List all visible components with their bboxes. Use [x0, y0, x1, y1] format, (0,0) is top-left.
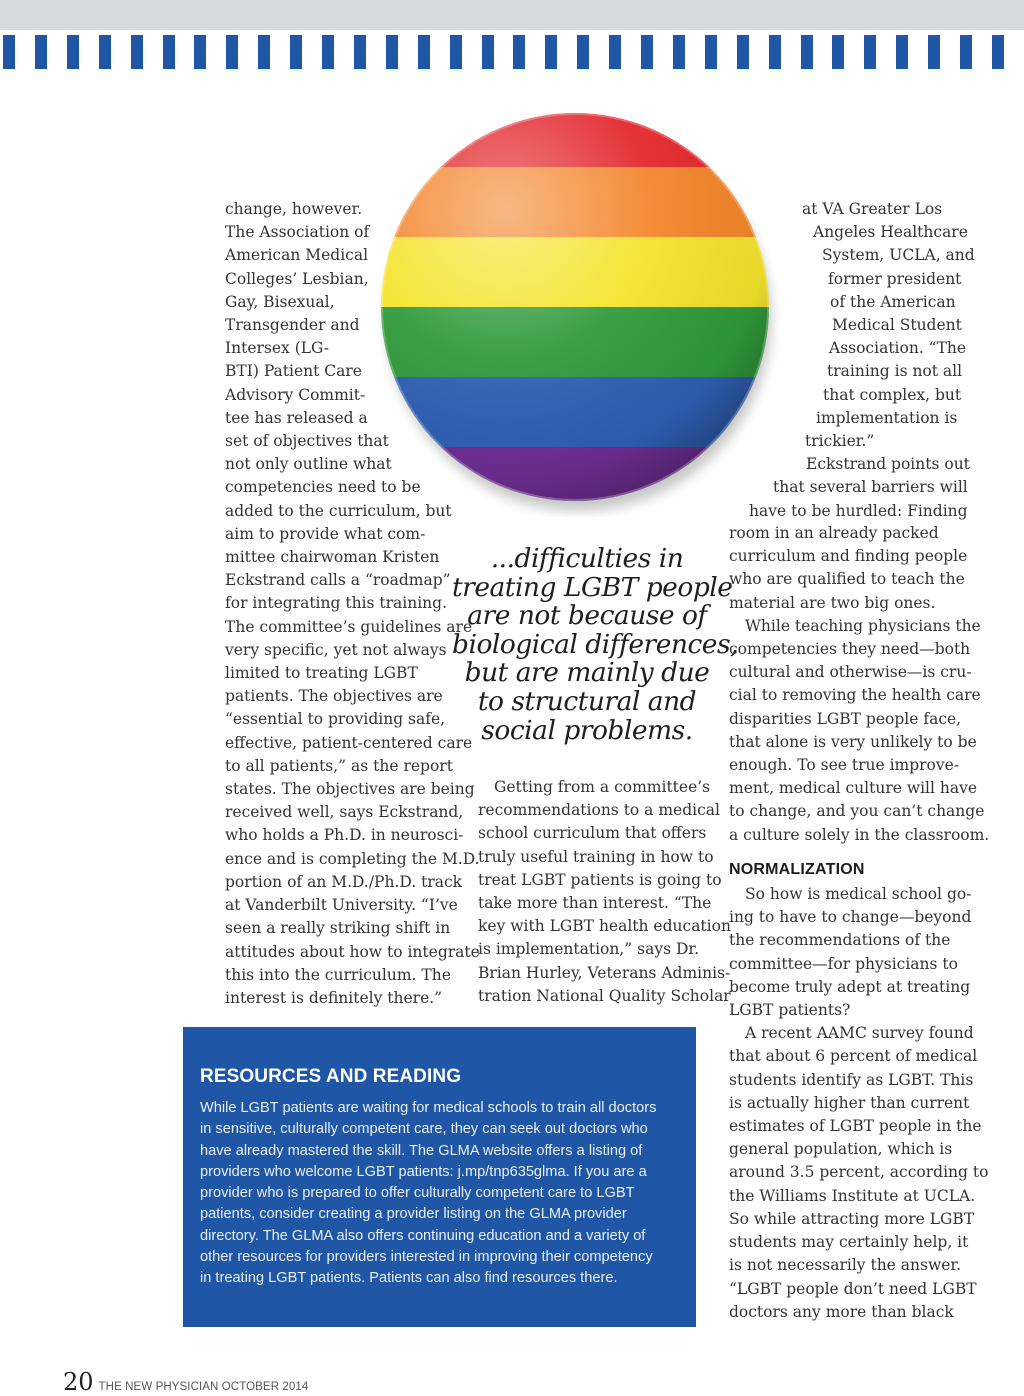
text-line: seen a really striking shift in: [225, 919, 451, 938]
text-line: limited to treating LGBT: [225, 664, 418, 683]
header-dash: [513, 35, 525, 69]
text-line: While LGBT patients are waiting for medical schools to train all doctors: [200, 1100, 657, 1116]
text-line: not only outline what: [225, 455, 392, 474]
text-line: for integrating this training.: [225, 594, 447, 613]
text-line: general population, which is: [729, 1140, 953, 1159]
section-heading: NORMALIZATION: [729, 860, 865, 878]
text-line: other resources for providers interested in improving their competency: [200, 1249, 653, 1266]
text-line: enough. To see true improve-: [729, 756, 960, 775]
header-dash: [545, 35, 557, 69]
text-line: A recent AAMC survey found: [745, 1024, 974, 1043]
header-dash: [673, 35, 685, 69]
text-line: Transgender and: [225, 316, 360, 335]
text-line: So while attracting more LGBT: [729, 1209, 975, 1228]
article-column-right: [729, 522, 990, 1324]
header-dash: [769, 35, 781, 69]
text-line: are not because of: [467, 600, 707, 632]
resources-sidebar: [183, 1027, 696, 1327]
text-line: disparities LGBT people face,: [729, 709, 962, 728]
text-line: at VA Greater Los: [802, 200, 943, 218]
text-line: to structural and: [477, 685, 697, 717]
text-line: Angeles Healthcare: [813, 223, 968, 242]
header-dash: [641, 35, 653, 69]
text-line: interest is definitely there.”: [225, 988, 443, 1007]
article-column-middle: [478, 776, 731, 1008]
text-line: to change, and you can’t change: [729, 802, 985, 821]
text-line: ...difficulties in: [490, 543, 684, 574]
text-line: LGBT patients?: [729, 1001, 851, 1020]
text-line: ment, medical culture will have: [729, 779, 978, 798]
header-dash: [992, 35, 1004, 69]
text-line: attitudes about how to integrate: [225, 942, 480, 961]
text-line: System, UCLA, and: [822, 246, 975, 265]
text-line: ing to have to change—beyond: [729, 908, 972, 927]
text-line: committee—for physicians to: [729, 954, 958, 973]
text-line: the recommendations of the: [729, 931, 951, 950]
text-line: social problems.: [481, 714, 693, 746]
text-line: that complex, but: [823, 385, 962, 404]
header-dash: [577, 35, 589, 69]
text-line: patients, consider creating a provider listing on the GLMA provider: [200, 1206, 627, 1223]
header-dash: [3, 35, 15, 69]
text-line: directory. The GLMA also offers continuing education and a variety of: [200, 1227, 646, 1244]
text-line: is actually higher than current: [729, 1093, 970, 1112]
text-line: the Williams Institute at UCLA.: [729, 1186, 976, 1205]
publication-line: THE NEW PHYSICIAN OCTOBER 2014: [98, 1381, 309, 1393]
text-line: treat LGBT patients is going to: [478, 870, 722, 889]
text-line: that several barriers will: [773, 478, 968, 497]
text-line: very specific, yet not always: [225, 640, 447, 659]
text-line: The committee’s guidelines are: [225, 617, 473, 636]
text-line: provider who is prepared to offer culturally competent care to LGBT: [200, 1185, 635, 1202]
text-line: implementation is: [816, 408, 958, 427]
header-dash-strip: [0, 35, 1024, 69]
header-band: [0, 0, 1024, 30]
text-line: Medical Student: [832, 316, 962, 335]
text-line: “essential to providing safe,: [225, 710, 446, 729]
text-line: effective, patient-centered care: [225, 733, 473, 752]
header-dash: [35, 35, 47, 69]
text-line: in treating LGBT patients. Patients can also find resources there.: [200, 1270, 618, 1287]
header-dash: [705, 35, 717, 69]
text-line: is not necessarily the answer.: [729, 1256, 962, 1275]
header-dash: [928, 35, 940, 69]
article-column-left: [225, 198, 480, 1010]
text-line: American Medical: [225, 246, 369, 265]
text-line: at Vanderbilt University. “I’ve: [225, 896, 458, 915]
text-line: Colleges’ Lesbian,: [225, 269, 369, 288]
text-line: room in an already packed: [729, 524, 939, 542]
text-line: added to the curriculum, but: [225, 501, 452, 520]
text-line: estimates of LGBT people in the: [729, 1117, 982, 1136]
text-line: Advisory Commit-: [225, 385, 366, 404]
text-line: patients. The objectives are: [225, 687, 443, 706]
text-line: received well, says Eckstrand,: [225, 803, 464, 822]
text-line: treating LGBT people: [452, 571, 733, 603]
header-dash: [482, 35, 494, 69]
text-line: former president: [828, 269, 962, 288]
text-line: take more than interest. “The: [478, 894, 712, 913]
page-number: 20: [63, 1368, 94, 1396]
text-line: in sensitive, culturally competent care, they can seek out doctors who: [200, 1121, 648, 1138]
header-dash: [960, 35, 972, 69]
text-line: aim to provide what com-: [225, 524, 426, 543]
header-dash: [67, 35, 79, 69]
text-line: So how is medical school go-: [745, 885, 972, 904]
header-dash: [258, 35, 270, 69]
text-line: change, however.: [225, 200, 363, 218]
text-line: doctors any more than black: [729, 1302, 954, 1321]
text-line: Association. “The: [829, 339, 967, 358]
header-dash: [322, 35, 334, 69]
text-line: “LGBT people don’t need LGBT: [729, 1279, 977, 1298]
header-dash: [290, 35, 302, 69]
text-line: competencies they need—both: [729, 640, 971, 659]
text-line: ence and is completing the M.D.: [225, 849, 480, 868]
text-line: set of objectives that: [225, 432, 389, 451]
header-dash: [131, 35, 143, 69]
text-line: competencies need to be: [225, 478, 421, 497]
text-line: Brian Hurley, Veterans Adminis-: [478, 963, 731, 982]
header-dash: [864, 35, 876, 69]
header-dash: [226, 35, 238, 69]
text-line: material are two big ones.: [729, 593, 936, 612]
text-line: a culture solely in the classroom.: [729, 825, 990, 844]
header-dash: [801, 35, 813, 69]
text-line: who holds a Ph.D. in neurosci-: [225, 826, 464, 845]
header-dash: [354, 35, 366, 69]
text-line: cultural and otherwise—is cru-: [729, 663, 972, 682]
text-line: but are mainly due: [464, 657, 710, 689]
paragraph: [729, 1022, 989, 1324]
text-line: this into the curriculum. The: [225, 965, 451, 984]
text-line: tee has released a: [225, 408, 368, 427]
text-line: biological differences,: [452, 628, 739, 660]
header-dash: [163, 35, 175, 69]
paragraph: [729, 522, 974, 615]
text-line: Getting from a committee’s: [494, 778, 711, 796]
text-line: truly useful training in how to: [478, 847, 714, 866]
text-line: that about 6 percent of medical: [729, 1047, 978, 1066]
header-dash: [386, 35, 398, 69]
header-dash: [418, 35, 430, 69]
text-line: is implementation,” says Dr.: [478, 940, 700, 959]
text-line: school curriculum that offers: [478, 824, 707, 843]
text-line: that alone is very unlikely to be: [729, 732, 977, 751]
text-line: students may certainly help, it: [729, 1233, 969, 1252]
text-line: who are qualified to teach the: [729, 570, 965, 589]
text-line: states. The objectives are being: [225, 780, 475, 799]
text-line: recommendations to a medical: [478, 801, 720, 820]
header-dash: [99, 35, 111, 69]
text-line: of the American: [830, 292, 956, 311]
text-line: tration National Quality Scholar: [478, 986, 731, 1005]
text-line: curriculum and finding people: [729, 547, 968, 566]
text-line: around 3.5 percent, according to: [729, 1163, 989, 1182]
text-line: training is not all: [827, 362, 963, 381]
text-line: cial to removing the health care: [729, 686, 981, 705]
text-line: Eckstrand points out: [806, 455, 970, 474]
text-line: have already mastered the skill. The GLMA website offers a listing of: [200, 1142, 643, 1159]
text-line: mittee chairwoman Kristen: [225, 548, 440, 567]
paragraph: [729, 883, 974, 1022]
text-line: BTI) Patient Care: [225, 362, 362, 381]
text-line: key with LGBT health education: [478, 917, 731, 936]
text-line: portion of an M.D./Ph.D. track: [225, 872, 463, 891]
text-line: While teaching physicians the: [745, 616, 981, 635]
text-line: become truly adept at treating: [729, 977, 971, 996]
text-line: Intersex (LG-: [225, 339, 329, 358]
header-dash: [450, 35, 462, 69]
text-line: have to be hurdled: Finding: [749, 501, 968, 520]
text-line: The Association of: [225, 223, 370, 242]
text-line: Gay, Bisexual,: [225, 292, 335, 311]
header-dash: [896, 35, 908, 69]
text-line: students identify as LGBT. This: [729, 1070, 974, 1089]
header-dash: [194, 35, 206, 69]
text-line: to all patients,” as the report: [225, 756, 453, 775]
pull-quote: [452, 543, 739, 746]
article-column-right-top: [700, 198, 975, 523]
header-dash: [832, 35, 844, 69]
text-line: Eckstrand calls a “roadmap”: [225, 571, 451, 590]
header-dash: [737, 35, 749, 69]
resources-body: [200, 1098, 690, 1290]
paragraph: [729, 615, 990, 847]
text-line: trickier.”: [805, 432, 875, 451]
header-dash: [609, 35, 621, 69]
text-line: providers who welcome LGBT patients: j.mp/tnp635glma. If you are a: [200, 1163, 647, 1180]
resources-title: RESOURCES AND READING: [200, 1066, 462, 1087]
